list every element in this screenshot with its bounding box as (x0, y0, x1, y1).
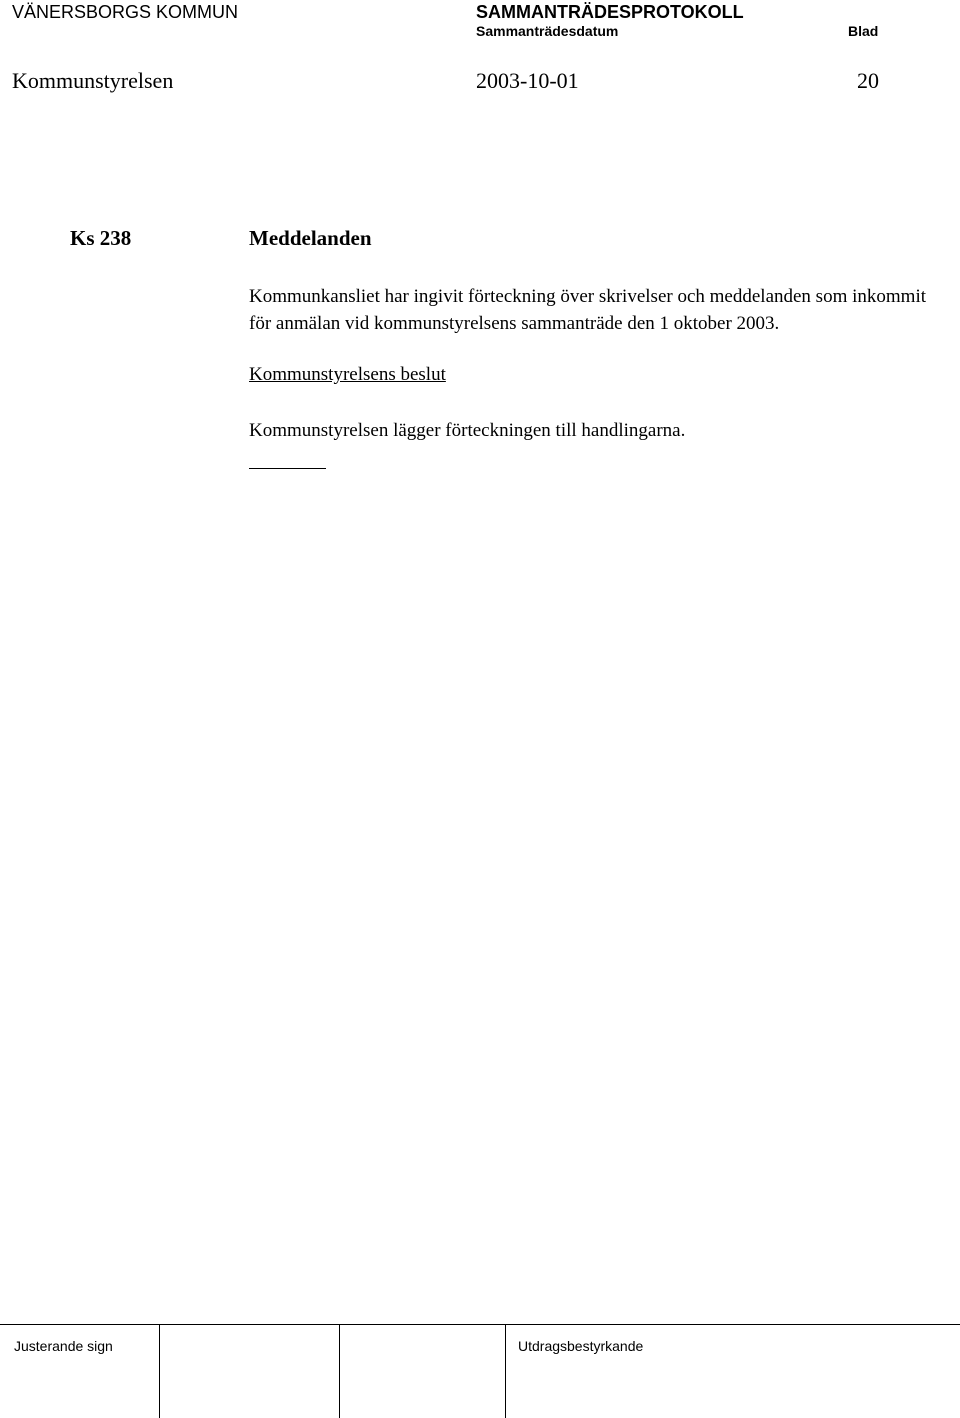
committee-name: Kommunstyrelsen (12, 68, 174, 93)
decision-heading: Kommunstyrelsens beslut (249, 364, 446, 385)
footer-cell-signature-1 (160, 1325, 340, 1418)
paragraph-number: Ks 238 (70, 226, 132, 250)
adjusting-sign-label: Justerande sign (14, 1338, 113, 1354)
organization-name: VÄNERSBORGS KOMMUN (12, 2, 239, 22)
end-rule (249, 468, 326, 469)
certification-label: Utdragsbestyrkande (518, 1338, 644, 1354)
signature-footer (0, 1324, 960, 1418)
footer-cell-signature-2 (340, 1325, 506, 1418)
page-label: Blad (848, 23, 879, 39)
meeting-date: 2003-10-01 (476, 68, 579, 93)
page-number: 20 (857, 68, 879, 93)
document-type: SAMMANTRÄDESPROTOKOLL (476, 2, 744, 22)
decision-text: Kommunstyrelsen lägger förteckningen till handlingarna. (249, 420, 686, 441)
paragraph-title: Meddelanden (249, 226, 372, 250)
paragraph-body: Kommunkansliet har ingivit förteckning över skrivelser och meddelanden som inkommit för anmälan vid kommunstyrelsens sammanträde den 1 oktober 2003. (249, 286, 926, 334)
meeting-date-label: Sammanträdesdatum (476, 23, 619, 39)
